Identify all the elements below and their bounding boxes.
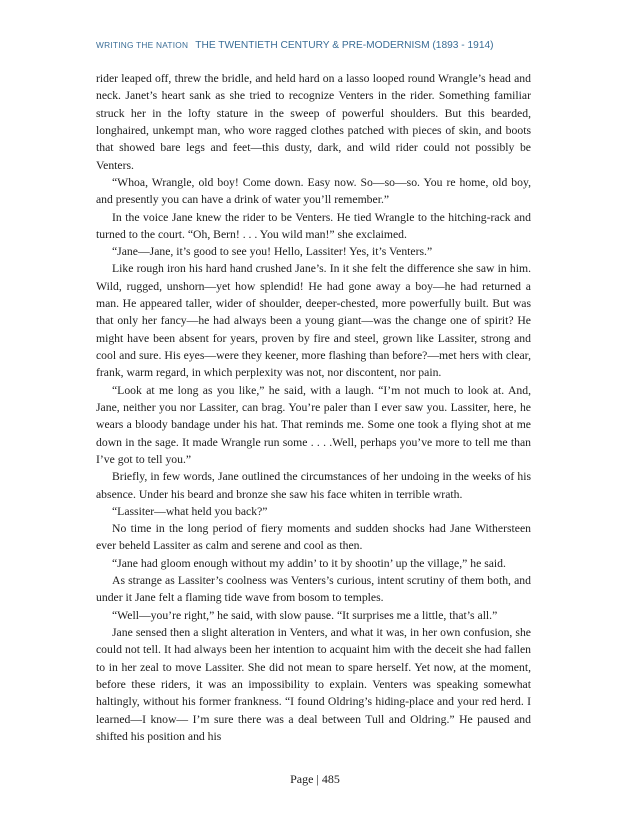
paragraph: “Jane—Jane, it’s good to see you! Hello, Lassiter! Yes, it’s Venters.” [112,245,433,259]
paragraph: “Look at me long as you like,” he said, with a laugh. “I’m not much to look at. And, Jane, neither you nor Lassiter, can brag. You’re paler than I ever saw you. Lassiter, here, he wears a bloody bandage under his hat. That reminds me. Some one took a flying shot at me down in the sage. It made Wrangle run some . . . .Well, perhaps you’ve more to tell me than I’ve got to tell you.” [96,383,531,466]
paragraph: In the voice Jane knew the rider to be Venters. He tied Wrangle to the hitching-rack and turned to the court. “Oh, Bern! . . . You wild man!” she exclaimed. [96,210,531,241]
page-number: Page | 485 [290,772,340,786]
paragraph: As strange as Lassiter’s coolness was Venters’s curious, intent scrutiny of them both, and under it Jane felt a flaming tide wave from bosom to temples. [96,574,531,605]
paragraph: rider leaped off, threw the bridle, and held hard on a lasso looped round Wrangle’s head and neck. Janet’s heart sank as she tried to recognize Venters in the rider. Something familiar struck her in the lofty stature in the sweep of powerful shoulders. But this bearded, longhaired, unkempt man, who wore ragged clothes patched with pieces of skin, and boots that showed bare legs and feet—this dusty, dark, and wild rider could not possibly be Venters. [96,72,531,172]
paragraph: No time in the long period of fiery moments and sudden shocks had Jane Withersteen ever beheld Lassiter as calm and serene and cool as then. [96,522,531,553]
header-section-label: WRITING THE NATION [96,40,189,50]
paragraph: “Whoa, Wrangle, old boy! Come down. Easy now. So—so—so. You re home, old boy, and presently you can have a drink of water you’ll remember.” [96,175,531,207]
running-header [96,37,536,53]
paragraph: “Jane had gloom enough without my addin’ to it by shootin’ up the village,” he said. [112,556,506,570]
body-text [96,70,531,745]
paragraph: Briefly, in few words, Jane outlined the circumstances of her undoing in the weeks of his absence. Under his beard and bronze she saw his face whiten in terrible wrath. [96,470,531,501]
paragraph: “Lassiter—what held you back?” [112,504,268,518]
paragraph: “Well—you’re right,” he said, with slow pause. “It surprises me a little, that’s all.” [112,608,498,622]
paragraph: Like rough iron his hard hand crushed Jane’s. In it she felt the difference she saw in him. Wild, rugged, unshorn—yet how splendid! He had gone away a boy—he had returned a man. He appeared taller, wider of shoulder, deeper-chested, more powerfully built. But was that only her fancy—he had always been a young giant—was the change one of spirit? He might have been absent for years, proven by fire and steel, grown like Lassiter, strong and cool and sure. His eyes—were they keener, more flashing than before?—met hers with clear, frank, warm regard, in which perplexity was not, nor discontent, nor pain. [96,262,531,380]
paragraph: Jane sensed then a slight alteration in Venters, and what it was, in her own confusion, she could not tell. It had always been her intention to acquaint him with the deceit she had fallen to in her zeal to move Lassiter. She did not mean to spare herself. Yet now, at the moment, before these riders, it was an impossibility to explain. Venters was speaking somewhat haltingly, without his former frankness. “I found Oldring’s hiding-place and your red herd. I learned—I know— I’m sure there was a deal between Tull and Oldring.” He paused and shifted his position and his [96,626,531,743]
header-title: THE TWENTIETH CENTURY & PRE-MODERNISM (1893 - 1914) [195,40,494,51]
